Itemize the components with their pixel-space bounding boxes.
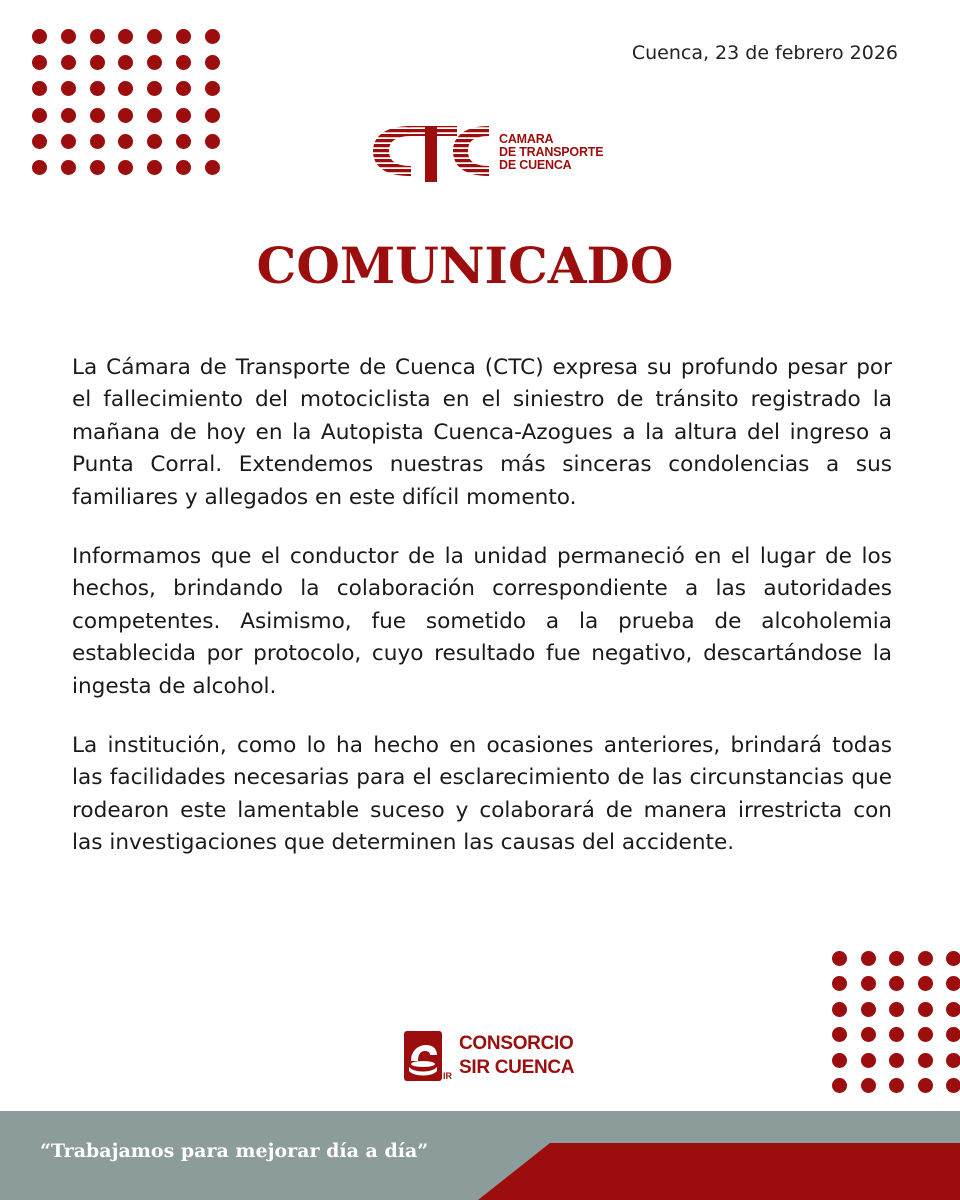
- decorative-dot: [32, 55, 47, 70]
- decorative-dot: [147, 29, 162, 44]
- decorative-dot: [861, 1053, 876, 1068]
- ctc-logo: [371, 124, 611, 184]
- footer-slogan: “Trabajamos para mejorar día a día”: [40, 1140, 429, 1162]
- decorative-dot: [90, 55, 105, 70]
- decorative-dot: [90, 134, 105, 149]
- decorative-dot: [61, 108, 76, 123]
- decorative-dot: [918, 951, 933, 966]
- decorative-dot: [832, 1002, 847, 1017]
- document-date: Cuenca, 23 de febrero 2026: [631, 42, 898, 64]
- decorative-dot: [889, 951, 904, 966]
- decorative-dot: [861, 1027, 876, 1042]
- decorative-dot: [90, 160, 105, 175]
- sir-logo-line-1: CONSORCIO: [459, 1033, 574, 1054]
- sir-logo-mark-text: IR: [443, 1071, 452, 1081]
- decorative-dot: [176, 29, 191, 44]
- decorative-dot: [90, 81, 105, 96]
- decorative-dot: [889, 1053, 904, 1068]
- sir-logo-line-2: SIR CUENCA: [459, 1057, 575, 1078]
- decorative-dot: [61, 29, 76, 44]
- decorative-dot: [918, 976, 933, 991]
- decorative-dot: [946, 1027, 960, 1042]
- decorative-dot: [832, 1027, 847, 1042]
- page-title: COMUNICADO: [256, 236, 674, 295]
- decorative-dot: [205, 81, 220, 96]
- decorative-dot: [118, 134, 133, 149]
- decorative-dot: [32, 81, 47, 96]
- decorative-dot: [861, 1002, 876, 1017]
- decorative-dot: [176, 108, 191, 123]
- decorative-dot: [832, 976, 847, 991]
- decorative-dot: [946, 1053, 960, 1068]
- decorative-dot: [118, 55, 133, 70]
- decorative-dot: [32, 29, 47, 44]
- decorative-dot: [832, 1053, 847, 1068]
- decorative-dot: [61, 81, 76, 96]
- ctc-logo-mark-icon: [371, 124, 496, 184]
- decorative-dot: [832, 1078, 847, 1093]
- ctc-logo-line-1: CAMARA: [499, 132, 554, 146]
- decorative-dot: [147, 81, 162, 96]
- decorative-dot: [90, 108, 105, 123]
- decorative-dot: [32, 160, 47, 175]
- decorative-dot: [832, 951, 847, 966]
- decorative-dot: [61, 160, 76, 175]
- decorative-dot: [889, 1002, 904, 1017]
- decorative-dot: [176, 81, 191, 96]
- decorative-dot: [32, 108, 47, 123]
- statement-body: [72, 352, 892, 887]
- sir-logo-text: [459, 1032, 574, 1080]
- footer-band: [0, 1111, 960, 1200]
- decorative-dot: [61, 134, 76, 149]
- decorative-dot: [205, 134, 220, 149]
- decorative-dot: [946, 1002, 960, 1017]
- decorative-dot: [176, 134, 191, 149]
- decorative-dot: [176, 160, 191, 175]
- decorative-dot: [861, 976, 876, 991]
- decorative-dot: [118, 160, 133, 175]
- decorative-dot: [118, 108, 133, 123]
- decorative-dot: [946, 1078, 960, 1093]
- decorative-dot: [118, 81, 133, 96]
- consorcio-sir-logo: [404, 1031, 579, 1083]
- sir-logo-mark-icon: [404, 1031, 454, 1083]
- decorative-dot: [147, 134, 162, 149]
- decorative-dot: [147, 55, 162, 70]
- decorative-dot-grid-top-left: [32, 29, 234, 186]
- decorative-dot: [918, 1027, 933, 1042]
- decorative-dot: [61, 55, 76, 70]
- ctc-logo-text: [499, 133, 603, 172]
- decorative-dot: [118, 29, 133, 44]
- decorative-dot: [176, 55, 191, 70]
- decorative-dot: [90, 29, 105, 44]
- decorative-dot: [205, 160, 220, 175]
- decorative-dot: [205, 108, 220, 123]
- paragraph-3: La institución, como lo ha hecho en ocasiones anteriores, brindará todas las facilidades necesarias para el esclarecimiento de las circunstancias que rodearon este lamentable suceso y colaborará de manera irrestricta con las investigaciones que determinen las causas del accidente.: [72, 733, 892, 856]
- decorative-dot: [32, 134, 47, 149]
- paragraph-1: La Cámara de Transporte de Cuenca (CTC) expresa su profundo pesar por el fallecimiento del motociclista en el siniestro de tránsito registrado la mañana de hoy en la Autopista Cuenca-Azogues a la altura del ingreso a Punta Corral. Extendemos nuestras más sinceras condolencias a sus familiares y allegados en este difícil momento.: [72, 355, 892, 510]
- decorative-dot: [205, 55, 220, 70]
- decorative-dot: [147, 160, 162, 175]
- decorative-dot: [861, 1078, 876, 1093]
- decorative-dot: [918, 1078, 933, 1093]
- decorative-dot: [889, 1078, 904, 1093]
- ctc-logo-line-2: DE TRANSPORTE: [499, 145, 604, 159]
- decorative-dot: [946, 976, 960, 991]
- decorative-dot: [861, 951, 876, 966]
- decorative-dot-grid-bottom-right: [832, 951, 960, 1103]
- decorative-dot: [205, 29, 220, 44]
- decorative-dot: [946, 951, 960, 966]
- decorative-dot: [889, 1027, 904, 1042]
- decorative-dot: [918, 1002, 933, 1017]
- paragraph-2: Informamos que el conductor de la unidad permaneció en el lugar de los hechos, brindando la colaboración correspondiente a las autoridades competentes. Asimismo, fue sometido a la prueba de alcoholemia establecida por protocolo, cuyo resultado fue negativo, descartándose la ingesta de alcohol.: [72, 544, 892, 699]
- decorative-dot: [889, 976, 904, 991]
- decorative-dot: [147, 108, 162, 123]
- ctc-logo-line-3: DE CUENCA: [499, 158, 572, 172]
- decorative-dot: [918, 1053, 933, 1068]
